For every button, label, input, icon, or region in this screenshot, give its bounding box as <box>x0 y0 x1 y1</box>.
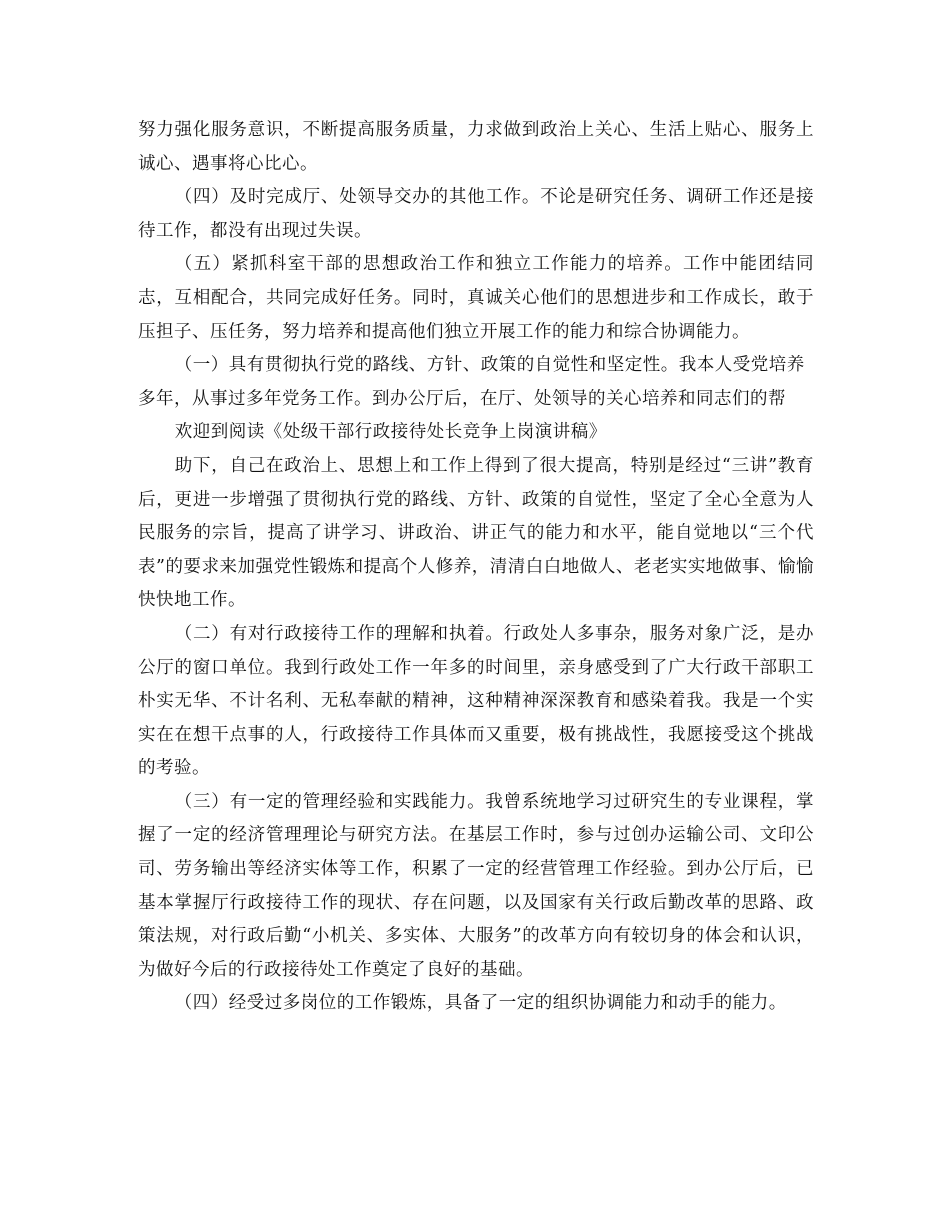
document-body <box>138 114 814 1021</box>
paragraph-service-awareness: 努力强化服务意识，不断提高服务质量，力求做到政治上关心、生活上贴心、服务上诚心、遇事将心比心。 <box>138 120 814 174</box>
paragraph-item-two-reception: （二）有对行政接待工作的理解和执着。行政处人多事杂，服务对象广泛，是办公厅的窗口单位。我到行政处工作一年多的时间里，亲身感受到了广大行政干部职工朴实无华、不计名利、无私奉献的精神，这种精神深深教育和感染着我。我是一个实实在在想干点事的人，行政接待工作具体而又重要，极有挑战性，我愿接受这个挑战的考验。 <box>138 623 814 779</box>
paragraph-welcome-notice: 欢迎到阅读《处级干部行政接待处长竞争上岗演讲稿》 <box>174 422 607 443</box>
paragraph-item-one-party-line: （一）具有贯彻执行党的路线、方针、政策的自觉性和坚定性。我本人受党培养多年，从事过多年党务工作。到办公厅后，在厅、处领导的关心培养和同志们的帮 <box>138 355 805 409</box>
paragraph-continued-growth: 助下，自己在政治上、思想上和工作上得到了很大提高，特别是经过“三讲”教育后，更进一步增强了贯彻执行党的路线、方针、政策的自觉性，坚定了全心全意为人民服务的宗旨，提高了讲学习、讲政治、讲正气的能力和水平，能自觉地以“三个代表”的要求来加强党性锻炼和提高个人修养，清清白白地做人、老老实实地做事、愉愉快快地工作。 <box>138 455 814 611</box>
paragraph-item-five-cadres: （五）紧抓科室干部的思想政治工作和独立工作能力的培养。工作中能团结同志，互相配合，共同完成好任务。同时，真诚关心他们的思想进步和工作成长，敢于压担子、压任务，努力培养和提高他们独立开展工作的能力和综合协调能力。 <box>138 254 814 342</box>
paragraph-item-three-management: （三）有一定的管理经验和实践能力。我曾系统地学习过研究生的专业课程，掌握了一定的经济管理理论与研究方法。在基层工作时，参与过创办运输公司、文印公司、劳务输出等经济实体等工作，积累了一定的经营管理工作经验。到办公厅后，已基本掌握厅行政接待工作的现状、存在问题，以及国家有关行政后勤改革的思路、政策法规，对行政后勤“小机关、多实体、大服务”的改革方向有较切身的体会和认识，为做好今后的行政接待处工作奠定了良好的基础。 <box>138 791 814 980</box>
paragraph-item-four-experience: （四）经受过多岗位的工作锻炼，具备了一定的组织协调能力和动手的能力。 <box>174 993 787 1014</box>
paragraph-item-four-tasks: （四）及时完成厅、处领导交办的其他工作。不论是研究任务、调研工作还是接待工作，都没有出现过失误。 <box>138 187 814 241</box>
